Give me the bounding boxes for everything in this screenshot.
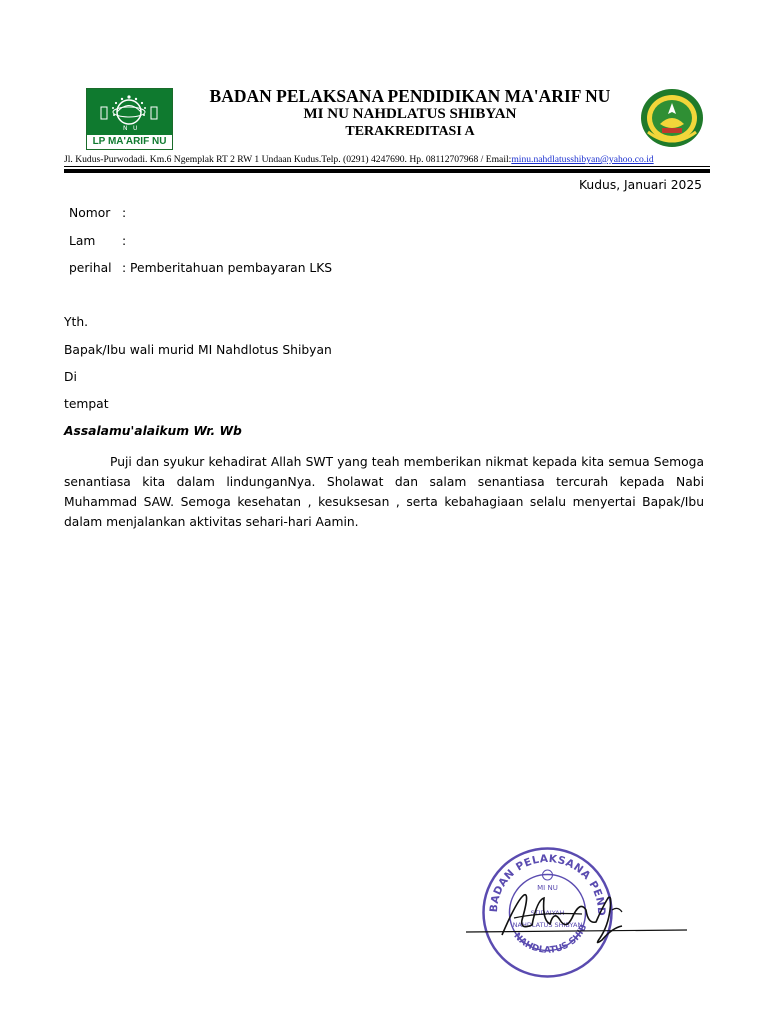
- email-link[interactable]: minu.nahdlatusshibyan@yahoo.co.id: [511, 154, 654, 165]
- address-text: Jl. Kudus-Purwodadi. Km.6 Ngemplak RT 2 RW 1 Undaan Kudus.Telp. (0291) 4247690. Hp. 08112707968 / Email:: [64, 154, 512, 165]
- body-paragraph: [64, 452, 704, 532]
- letter-date: Kudus, Januari 2025: [578, 178, 702, 192]
- perihal-label: perihal: [69, 261, 112, 275]
- header-divider-thick: [64, 169, 710, 173]
- stamp-center-2: STIDAIYAH: [530, 909, 565, 917]
- body-paragraph-text: Puji dan syukur kehadirat Allah SWT yang teah memberikan nikmat kepada kita semua Semoga senantiasa kita dalam lindunganNya. Sholawat dan salam senantiasa tercurah kepada Nabi Muhammad SAW. Semoga kesehatan , kesuksesan , serta kebahagiaan selalu menyertai Bapak/Ibu dalam menjalankan aktivitas sehari-hari Aamin.: [64, 455, 704, 529]
- emblem-icon: [640, 88, 704, 148]
- di-label: Di: [64, 370, 77, 384]
- header-school-name: MI NU NAHDLATUS SHIBYAN: [303, 106, 517, 122]
- tempat-label: tempat: [64, 397, 109, 411]
- nomor-label: Nomor: [69, 206, 111, 220]
- nomor-value: :: [122, 206, 127, 220]
- address-line: [64, 154, 654, 165]
- perihal-value: : Pemberitahuan pembayaran LKS: [122, 261, 333, 275]
- svg-text:U: U: [133, 125, 138, 132]
- signature-scribble-icon: [462, 880, 687, 950]
- yth-label: Yth.: [64, 315, 89, 329]
- lampiran-value: :: [122, 234, 127, 248]
- madrasah-emblem-logo: [640, 88, 704, 148]
- svg-text:N: N: [123, 125, 128, 132]
- stamp-center-3: NAHDLATUS SHIBYAN: [512, 921, 583, 929]
- header-organization: BADAN PELAKSANA PENDIDIKAN MA'ARIF NU: [209, 86, 611, 106]
- header-accreditation: TERAKREDITASI A: [345, 124, 475, 139]
- lp-maarif-logo: [86, 88, 173, 150]
- recipient: Bapak/Ibu wali murid MI Nahdlotus Shibyan: [64, 343, 332, 357]
- header-divider-thin: [64, 166, 710, 167]
- logo-caption: LP MA'ARIF NU: [87, 135, 172, 149]
- signature: [462, 880, 687, 950]
- greeting: Assalamu'alaikum Wr. Wb: [64, 424, 242, 438]
- stamp-ring-bottom: NAHDLATUS SHIB: [511, 923, 590, 956]
- lampiran-label: Lam: [69, 234, 96, 248]
- nu-emblem-icon: [87, 89, 172, 135]
- stamp-ring-text: BADAN PELAKSANA PEND: [487, 852, 608, 917]
- stamp-center-1: MI NU: [537, 884, 558, 892]
